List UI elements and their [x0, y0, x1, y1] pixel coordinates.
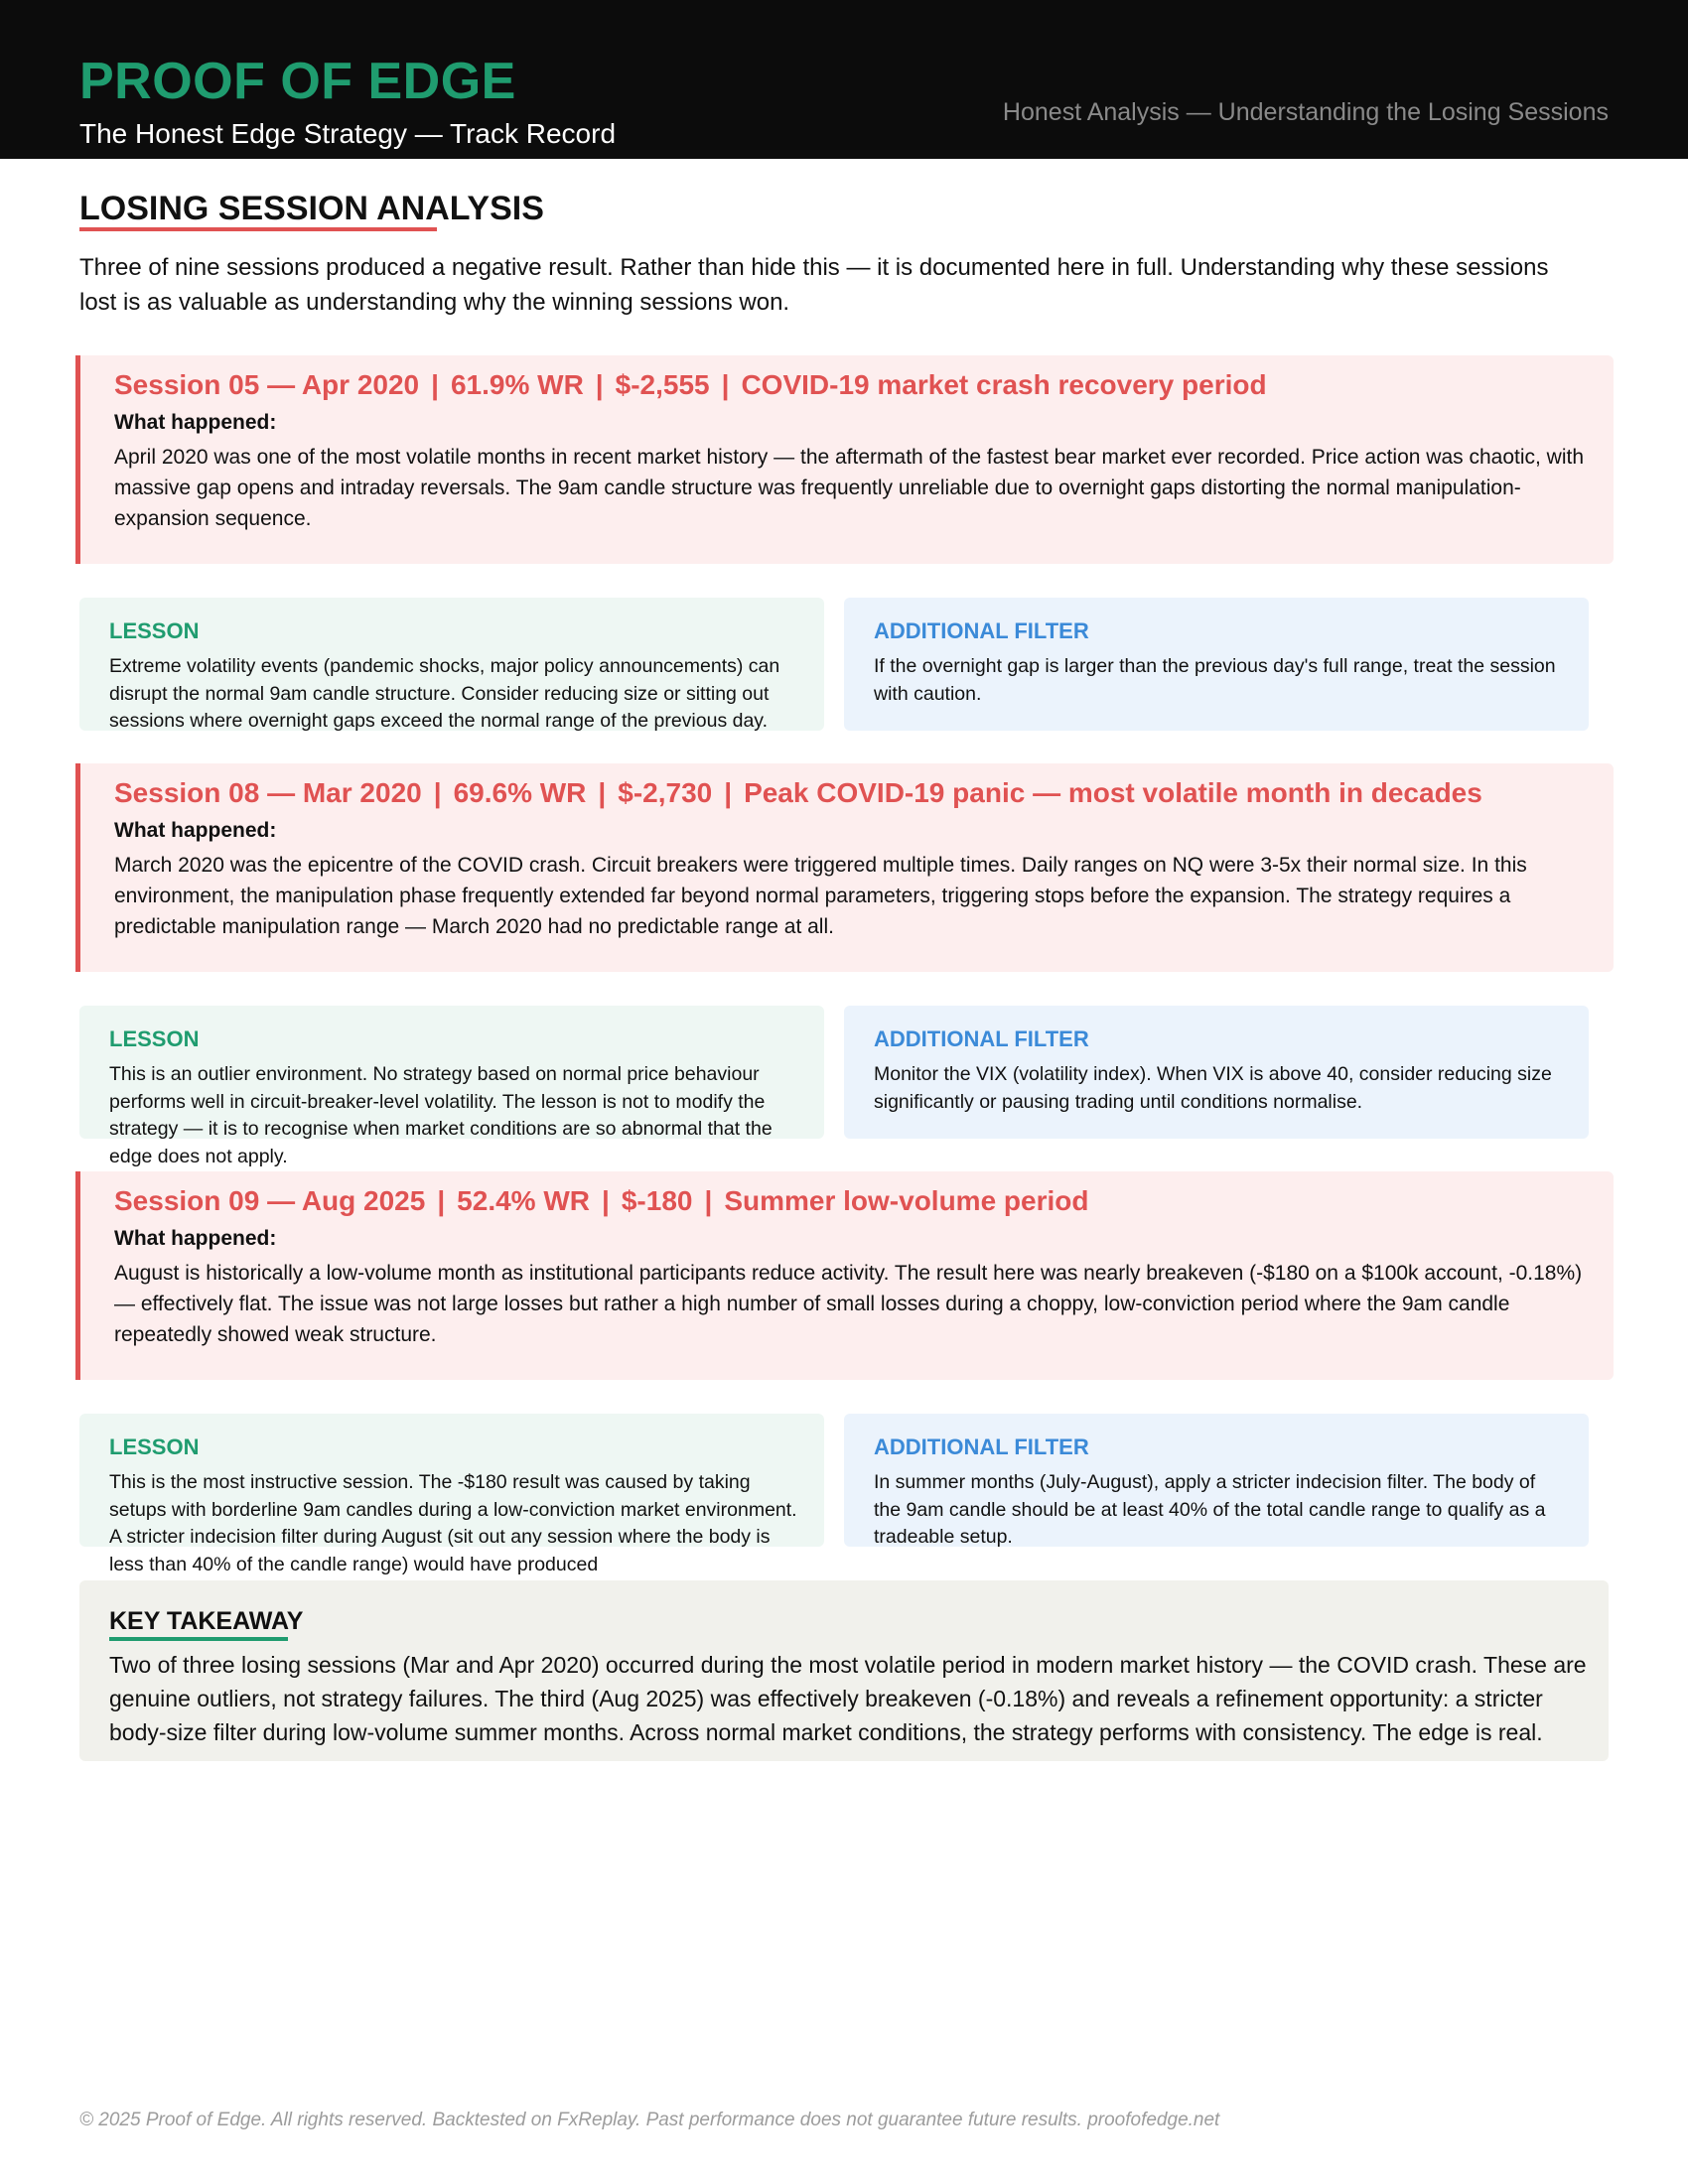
footer-disclaimer: © 2025 Proof of Edge. All rights reserved. Backtested on FxReplay. Past performance does not guarantee future results. proofofedge.net — [79, 2110, 1220, 2130]
session-pnl: $-180 — [621, 1185, 693, 1216]
lesson-card-05 — [79, 598, 824, 731]
session-heading: Session 09 — Aug 2025 | 52.4% WR | $-180 | Summer low-volume period — [114, 1185, 1089, 1216]
filter-text: In summer months (July-August), apply a stricter indecision filter. The body of the 9am candle should be at least 40% of the total candle range to qualify as a tradeable setup. — [874, 1471, 1546, 1548]
what-happened-label: What happened: — [114, 819, 277, 842]
what-happened-text: March 2020 was the epicentre of the COVID crash. Circuit breakers were triggered multiple times. Daily ranges on NQ were 3-5x their normal size. In this environment, the manipulation phase frequently extended far beyond normal parameters, triggering stops before the expansion. The strategy requires a predictable manipulation range — March 2020 had no predictable range at all. — [114, 854, 1527, 938]
session-heading: Session 05 — Apr 2020 | 61.9% WR | $-2,555 | COVID-19 market crash recovery period — [114, 369, 1267, 400]
session-name: Session 09 — Aug 2025 — [114, 1185, 426, 1216]
filter-card-05 — [844, 598, 1589, 731]
filter-text: Monitor the VIX (volatility index). When VIX is above 40, consider reducing size significantly or pausing trading until conditions normalise. — [874, 1063, 1552, 1113]
section-intro: Three of nine sessions produced a negative result. Rather than hide this — it is documented here in full. Understanding why these sessions lost is as valuable as understanding why the winning sessions won. — [79, 254, 1549, 316]
filter-card-09 — [844, 1414, 1589, 1547]
section-title: LOSING SESSION ANALYSIS — [79, 190, 544, 227]
session-heading: Session 08 — Mar 2020 | 69.6% WR | $-2,730 | Peak COVID-19 panic — most volatile month in decades — [114, 777, 1482, 808]
session-context: Summer low-volume period — [724, 1185, 1089, 1216]
filter-title: ADDITIONAL FILTER — [874, 618, 1089, 643]
brand-title: PROOF OF EDGE — [79, 53, 516, 110]
lesson-card-09 — [79, 1414, 824, 1575]
filter-title: ADDITIONAL FILTER — [874, 1434, 1089, 1459]
filter-card-08 — [844, 1006, 1589, 1139]
lesson-title: LESSON — [109, 1026, 200, 1051]
session-card-08 — [75, 763, 1614, 972]
what-happened-text: April 2020 was one of the most volatile months in recent market history — the aftermath of the fastest bear market ever recorded. Price action was chaotic, with massive gap opens and intraday reversals. The 9am candle structure was frequently unreliable due to overnight gaps distorting the normal manipulation-expansion sequence. — [114, 446, 1585, 530]
session-pnl: $-2,730 — [618, 777, 713, 808]
takeaway-title-underline — [109, 1637, 288, 1641]
key-takeaway-box — [79, 1580, 1609, 1761]
session-name: Session 05 — Apr 2020 — [114, 369, 420, 400]
session-card-09 — [75, 1171, 1614, 1380]
session-context: COVID-19 market crash recovery period — [741, 369, 1267, 400]
header-section-label: Honest Analysis — Understanding the Losing Sessions — [1002, 98, 1609, 126]
session-context: Peak COVID-19 panic — most volatile month in decades — [744, 777, 1482, 808]
session-name: Session 08 — Mar 2020 — [114, 777, 422, 808]
session-win-rate: 52.4% WR — [457, 1185, 590, 1216]
section-title-underline — [79, 227, 437, 231]
lesson-text: This is an outlier environment. No strategy based on normal price behaviour performs well in circuit-breaker-level volatility. The lesson is not to modify the strategy — it is to recognise when market conditions are so abnormal that the edge does not apply. — [109, 1063, 773, 1167]
session-win-rate: 61.9% WR — [450, 369, 584, 400]
session-pnl: $-2,555 — [615, 369, 710, 400]
lesson-text: Extreme volatility events (pandemic shocks, major policy announcements) can disrupt the normal 9am candle structure. Consider reducing size or sitting out sessions where overnight gaps exceed the normal range of the previous day. — [109, 655, 780, 732]
lesson-title: LESSON — [109, 1434, 200, 1459]
page-header — [0, 0, 1688, 159]
takeaway-text: Two of three losing sessions (Mar and Apr 2020) occurred during the most volatile period in modern market history — the COVID crash. These are genuine outliers, not strategy failures. The third (Aug 2025) was effectively breakeven (-0.18%) and reveals a refinement opportunity: a stricter body-size filter during low-volume summer months. Across normal market conditions, the strategy performs with consistency. The edge is real. — [109, 1652, 1587, 1745]
what-happened-label: What happened: — [114, 411, 277, 434]
what-happened-text: August is historically a low-volume month as institutional participants reduce activity. The result here was nearly breakeven (-$180 on a $100k account, -0.18%) — effectively flat. The issue was not large losses but rather a high number of small losses during a choppy, low-conviction period where the 9am candle repeatedly showed weak structure. — [114, 1262, 1583, 1346]
lesson-title: LESSON — [109, 618, 200, 643]
lesson-text: This is the most instructive session. The -$180 result was caused by taking setups with borderline 9am candles during a low-conviction market environment. A stricter indecision filter during August (sit out any session where the body is less than 40% of the candle range) would have produced — [109, 1471, 797, 1575]
session-card-05 — [75, 355, 1614, 564]
session-win-rate: 69.6% WR — [453, 777, 587, 808]
what-happened-label: What happened: — [114, 1227, 277, 1250]
lesson-card-08 — [79, 1006, 824, 1167]
takeaway-title: KEY TAKEAWAY — [109, 1607, 304, 1635]
filter-title: ADDITIONAL FILTER — [874, 1026, 1089, 1051]
filter-text: If the overnight gap is larger than the previous day's full range, treat the session with caution. — [874, 655, 1556, 705]
header-subtitle: The Honest Edge Strategy — Track Record — [79, 118, 617, 149]
